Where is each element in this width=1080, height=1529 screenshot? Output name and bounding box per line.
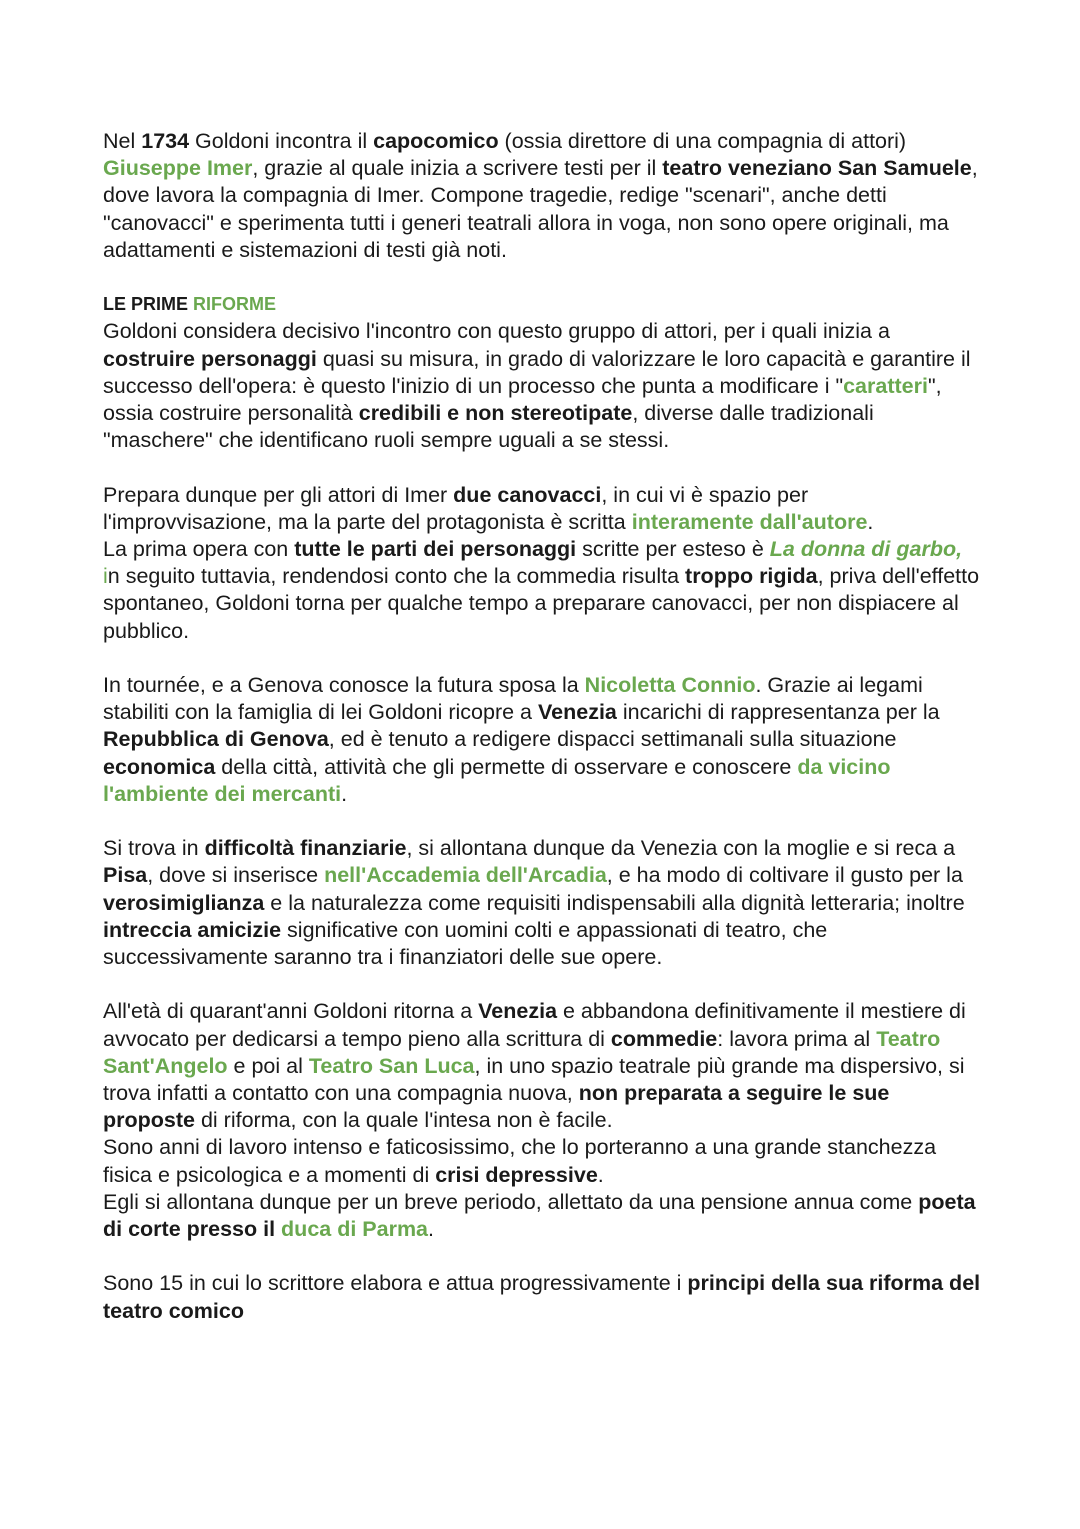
emphasis-run: capocomico — [373, 129, 499, 153]
text-run: , dove si inserisce — [147, 863, 325, 888]
paragraph-imer — [103, 128, 983, 264]
text-run: , diverse dalle tradizionali — [632, 401, 874, 426]
text-run: , ed è tenuto a redigere dispacci settimanali sulla situazione — [328, 727, 897, 752]
emphasis-run: teatro veneziano San Samuele — [662, 156, 972, 181]
emphasis-run: crisi depressive — [435, 1162, 598, 1187]
text-run: All'età di quarant'anni Goldoni ritorna a — [103, 999, 479, 1024]
text-run: della città, attività che gli permette di osservare e conoscere — [215, 754, 798, 779]
emphasis-run: Nicoletta Connio — [584, 673, 756, 698]
text-run: , si allontana dunque da Venezia con la moglie e si reca a — [406, 836, 956, 861]
emphasis-run: Repubblica di Genova — [103, 727, 329, 752]
text-run: Sono anni di lavoro intenso e faticosissimo, che lo porteranno a una grande stanchezza fisica e psicologica e a momenti di — [103, 1135, 937, 1187]
text-run: , in cui vi è spazio per l'improvvisazione, ma la parte del protagonista è scritta — [103, 482, 809, 534]
emphasis-run: intreccia amicizie — [103, 917, 282, 942]
text-run: di riforma, con la quale l'intesa non è facile. — [194, 1108, 613, 1133]
emphasis-run: Pisa — [103, 863, 148, 888]
text-run: Egli si allontana dunque per un breve periodo, allettato da una pensione annua come — [103, 1189, 919, 1214]
emphasis-run: Venezia — [538, 700, 617, 725]
paragraph-genova — [103, 672, 983, 808]
text-run: , grazie al quale inizia a scrivere testi per il — [252, 156, 663, 181]
emphasis-run: verosimiglianza — [103, 890, 265, 915]
text-run: , priva dell'effetto spontaneo, Goldoni torna per qualche tempo a preparare canovacci, per non dispiacere al pubblico. — [103, 564, 980, 643]
text-run: , dove lavora la compagnia di Imer. Compone tragedie, redige "scenari", anche detti "canovacci" e sperimenta tutti i generi teatrali allora in voga, non sono opere originali, ma adattamenti e sistemazioni di testi già noti. — [103, 156, 978, 262]
document-page — [103, 128, 983, 1352]
emphasis-run: economica — [103, 754, 216, 779]
emphasis-run: nell'Accademia dell'Arcadia — [324, 863, 607, 888]
emphasis-run: RIFORME — [193, 294, 277, 315]
text-run: . — [867, 509, 874, 534]
paragraph-pisa — [103, 835, 983, 971]
text-run: e abbandona definitivamente il mestiere di avvocato per dedicarsi a tempo pieno alla scrittura di — [103, 999, 966, 1051]
text-run: incarichi di rappresentanza per la — [616, 700, 940, 725]
emphasis-run: difficoltà finanziarie — [204, 836, 407, 861]
emphasis-run: da vicino l'ambiente dei mercanti — [103, 754, 891, 806]
text-run: e poi al — [227, 1053, 309, 1078]
text-run: , in uno spazio teatrale più grande ma dispersivo, si trova infatti a contatto con una compagnia nuova, — [103, 1053, 965, 1106]
text-run: Goldoni considera decisivo l'incontro con questo gruppo di attori, per i quali inizia a — [103, 319, 890, 344]
text-run: significative con uomini colti e appassionati di teatro, che successivamente saranno tra i finanziatori delle sue opere. — [103, 917, 828, 970]
paragraph-riforma — [103, 1270, 983, 1324]
text-run: "maschere" che identificano ruoli sempre uguali a se stessi. — [103, 428, 670, 453]
text-run: e la naturalezza come requisiti indispensabili alla dignità letteraria; inoltre — [264, 890, 965, 915]
text-run: Nel — [103, 129, 142, 153]
emphasis-run: Teatro San Luca — [308, 1053, 475, 1078]
text-run: Goldoni incontra il — [189, 129, 374, 153]
text-run: scritte per esteso è — [576, 537, 770, 562]
text-run: . — [341, 781, 348, 806]
text-run: , e ha modo di coltivare il gusto per la — [606, 863, 963, 888]
text-run: In tournée, e a Genova conosce la futura sposa la — [103, 673, 585, 698]
text-run: La prima opera con — [103, 537, 295, 562]
emphasis-run: credibili e non stereotipate — [358, 401, 633, 426]
emphasis-run: LE PRIME — [103, 294, 194, 315]
paragraph-venezia — [103, 998, 983, 1243]
paragraph-canovacci — [103, 482, 983, 645]
emphasis-run: caratteri — [843, 373, 928, 398]
emphasis-run: i — [103, 564, 108, 589]
emphasis-run: interamente dall'autore — [631, 509, 868, 534]
text-run: (ossia direttore di una compagnia di attori) — [498, 129, 907, 153]
text-run: . Grazie ai legami stabiliti con la famiglia di lei Goldoni ricopre a — [103, 673, 923, 725]
text-run: : lavora prima al — [717, 1026, 877, 1051]
emphasis-run: due canovacci — [453, 482, 602, 507]
text-run: quasi su misura, in grado di valorizzare le loro capacità e garantire il successo dell'opera: è questo l'inizio di un processo che punta a modificare i " — [103, 346, 971, 398]
text-run: . — [597, 1162, 604, 1187]
emphasis-run: tutte le parti dei personaggi — [294, 537, 577, 562]
text-run: Sono 15 in cui lo scrittore elabora e attua progressivamente i — [103, 1271, 688, 1296]
section-heading-prime-riforme — [103, 291, 983, 318]
paragraph-personaggi — [103, 318, 983, 454]
emphasis-run: costruire personaggi — [103, 346, 317, 371]
text-run: Si trova in — [103, 836, 205, 861]
emphasis-run: Giuseppe Imer — [103, 156, 253, 181]
emphasis-run: poeta di corte presso il — [103, 1189, 976, 1242]
emphasis-run: 1734 — [141, 129, 190, 153]
text-run: n seguito tuttavia, rendendosi conto che la commedia risulta — [107, 564, 686, 589]
text-run: . — [428, 1217, 435, 1242]
emphasis-run: Venezia — [478, 999, 558, 1024]
emphasis-run: troppo rigida — [685, 564, 818, 589]
emphasis-run: La donna di garbo, — [769, 537, 963, 562]
emphasis-run: duca di Parma — [281, 1217, 429, 1242]
text-run: ", ossia costruire personalità — [103, 373, 942, 426]
emphasis-run: principi della sua riforma del teatro comico — [103, 1271, 981, 1323]
emphasis-run: non preparata a seguire le sue proposte — [103, 1081, 890, 1133]
text-run: Prepara dunque per gli attori di Imer — [103, 482, 454, 507]
emphasis-run: Teatro Sant'Angelo — [103, 1026, 941, 1078]
emphasis-run: commedie — [610, 1026, 718, 1051]
